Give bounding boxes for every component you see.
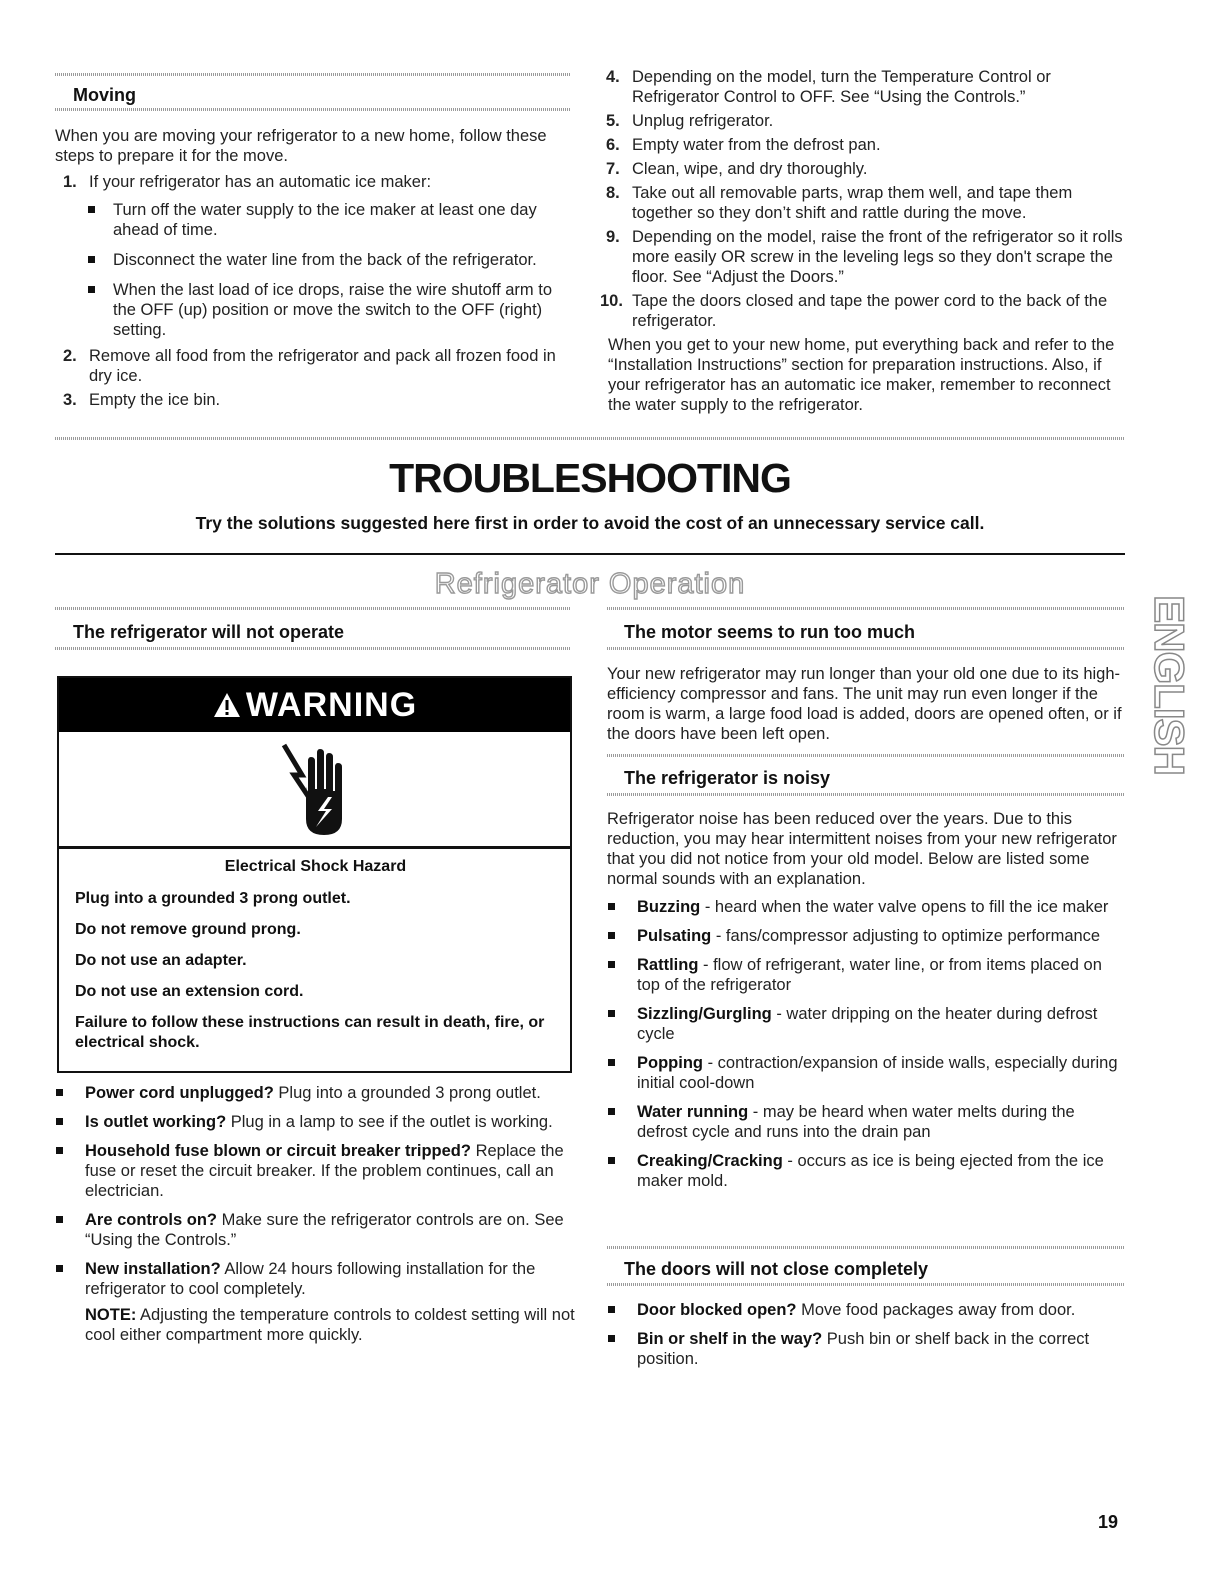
moving-step-5: 5. Unplug refrigerator. — [606, 112, 774, 130]
motor-heading-rule — [607, 647, 1125, 650]
moving-step-3: 3. Empty the ice bin. — [63, 391, 221, 409]
list-item: Turn off the water supply to the ice maker at least one day ahead of time. — [55, 200, 575, 240]
side-tab-label: ENGLISH — [1146, 595, 1193, 775]
moving-step-1: 1. If your refrigerator has an automatic ice maker: Turn off the water supply to the ice maker at least one day ahead of time. Disconnect the water line from the back of the refrigerator. When the last load of ice drops, raise the wire shutoff arm to the OFF (up) position or move the switch to the OFF (right) setting. — [55, 172, 575, 340]
list-item: Door blocked open? Move food packages away from door. — [607, 1300, 1125, 1320]
moving-step-8: 8. Take out all removable parts, wrap them well, and tape them together so they don’t shift and rattle during the move. — [606, 184, 1073, 222]
list-item: Disconnect the water line from the back of the refrigerator. — [55, 250, 575, 270]
moving-step-6: 6. Empty water from the defrost pan. — [606, 136, 881, 154]
doors-top-rule — [607, 1246, 1125, 1249]
noisy-top-rule — [607, 754, 1125, 757]
list-item: New installation? Allow 24 hours following installation for the refrigerator to cool completely. — [55, 1259, 580, 1299]
noisy-section — [607, 809, 1125, 1200]
moving-step-7: 7. Clean, wipe, and dry thoroughly. — [606, 160, 868, 178]
title-rule — [55, 553, 1125, 555]
warning-box — [57, 676, 572, 1073]
section-title: Refrigerator Operation — [434, 568, 746, 600]
shock-hazard-icon — [59, 732, 570, 849]
list-item: Creaking/Cracking - occurs as ice is being ejected from the ice maker mold. — [607, 1151, 1125, 1191]
noisy-text: Refrigerator noise has been reduced over the years. Due to this reduction, you may hear intermittent noises from your new refrigerator that you did not notice from your old model. Below are listed some normal sounds with an explanation. — [607, 810, 1117, 888]
moving-step-2: 2. Remove all food from the refrigerator and pack all frozen food in dry ice. — [63, 347, 556, 385]
warning-line: Do not use an adapter. — [75, 952, 247, 969]
moving-step-4: 4. Depending on the model, turn the Temperature Control or Refrigerator Control to OFF. See “Using the Controls.” — [606, 68, 1051, 106]
moving-heading-rule — [55, 108, 570, 111]
moving-steps-left — [55, 172, 575, 410]
doors-heading-rule — [607, 1283, 1125, 1286]
page-title: TROUBLESHOOTING — [389, 455, 791, 501]
moving-heading: Moving — [73, 85, 136, 105]
list-item: Bin or shelf in the way? Push bin or shelf back in the correct position. — [607, 1329, 1125, 1369]
motor-heading: The motor seems to run too much — [624, 622, 916, 642]
moving-intro: When you are moving your refrigerator to a new home, follow these steps to prepare it for the move. — [55, 127, 547, 165]
warning-hazard: Electrical Shock Hazard — [224, 858, 407, 875]
warning-line: Plug into a grounded 3 prong outlet. — [75, 890, 351, 907]
list-item: Water running - may be heard when water melts during the defrost cycle and runs into the drain pan — [607, 1102, 1125, 1142]
moving-top-rule — [55, 73, 570, 76]
operate-heading: The refrigerator will not operate — [73, 622, 345, 642]
list-item: Pulsating - fans/compressor adjusting to optimize performance — [607, 926, 1125, 946]
list-item: Household fuse blown or circuit breaker tripped? Replace the fuse or reset the circuit breaker. If the problem continues, call an electrician. — [55, 1141, 580, 1201]
list-item: Sizzling/Gurgling - water dripping on the heater during defrost cycle — [607, 1004, 1125, 1044]
side-tab — [1146, 575, 1193, 795]
list-item: Popping - contraction/expansion of inside walls, especially during initial cool-down — [607, 1053, 1125, 1093]
operate-top-rule — [55, 607, 570, 610]
page-subtitle: Try the solutions suggested here first in order to avoid the cost of an unnecessary service call. — [195, 513, 985, 533]
moving-right-column — [598, 67, 1128, 415]
warning-line: Failure to follow these instructions can result in death, fire, or electrical shock. — [75, 1014, 545, 1051]
list-item: Buzzing - heard when the water valve opens to fill the ice maker — [607, 897, 1125, 917]
warning-triangle-icon — [212, 691, 242, 719]
operate-list — [55, 1083, 580, 1345]
warning-line: Do not use an extension cord. — [75, 983, 304, 1000]
note: NOTE: Adjusting the temperature controls to coldest setting will not cool either compartment more quickly. — [85, 1306, 575, 1344]
list-item: Power cord unplugged? Plug into a grounded 3 prong outlet. — [55, 1083, 580, 1103]
moving-steps-right — [598, 67, 1128, 331]
list-item: Is outlet working? Plug in a lamp to see if the outlet is working. — [55, 1112, 580, 1132]
noisy-heading-rule — [607, 793, 1125, 796]
warning-banner-label: WARNING — [245, 685, 418, 724]
list-item: Are controls on? Make sure the refrigerator controls are on. See “Using the Controls.” — [55, 1210, 580, 1250]
motor-top-rule — [607, 607, 1125, 610]
moving-step-9: 9. Depending on the model, raise the front of the refrigerator so it rolls more easily OR screw in the leveling legs so they don't scrape the floor. See “Adjust the Doors.” — [606, 228, 1123, 286]
ice-maker-bullets — [55, 200, 575, 340]
moving-left-column — [55, 126, 575, 414]
list-item: Rattling - flow of refrigerant, water line, or from items placed on top of the refrigerator — [607, 955, 1125, 995]
doors-list — [607, 1300, 1125, 1378]
operate-heading-rule — [55, 647, 570, 650]
warning-line: Do not remove ground prong. — [75, 921, 301, 938]
page-number: 19 — [1098, 1512, 1119, 1532]
moving-closing: When you get to your new home, put everything back and refer to the “Installation Instructions” section for preparation instructions. Also, if your refrigerator has an automatic ice maker, remember to reconnect the water supply to the refrigerator. — [608, 336, 1115, 414]
warning-text — [59, 849, 570, 1065]
moving-step-10: 10. Tape the doors closed and tape the power cord to the back of the refrigerator. — [600, 292, 1108, 330]
list-item: When the last load of ice drops, raise the wire shutoff arm to the OFF (up) position or move the switch to the OFF (right) setting. — [55, 280, 575, 340]
warning-banner — [59, 678, 570, 732]
section-divider — [55, 437, 1125, 440]
noisy-heading: The refrigerator is noisy — [624, 768, 831, 788]
doors-heading: The doors will not close completely — [624, 1259, 929, 1279]
motor-text: Your new refrigerator may run longer than your old one due to its high-efficiency compressor and fans. The unit may run even longer if the room is warm, a large food load is added, doors are opened often, or if the doors have been left open. — [607, 665, 1122, 743]
